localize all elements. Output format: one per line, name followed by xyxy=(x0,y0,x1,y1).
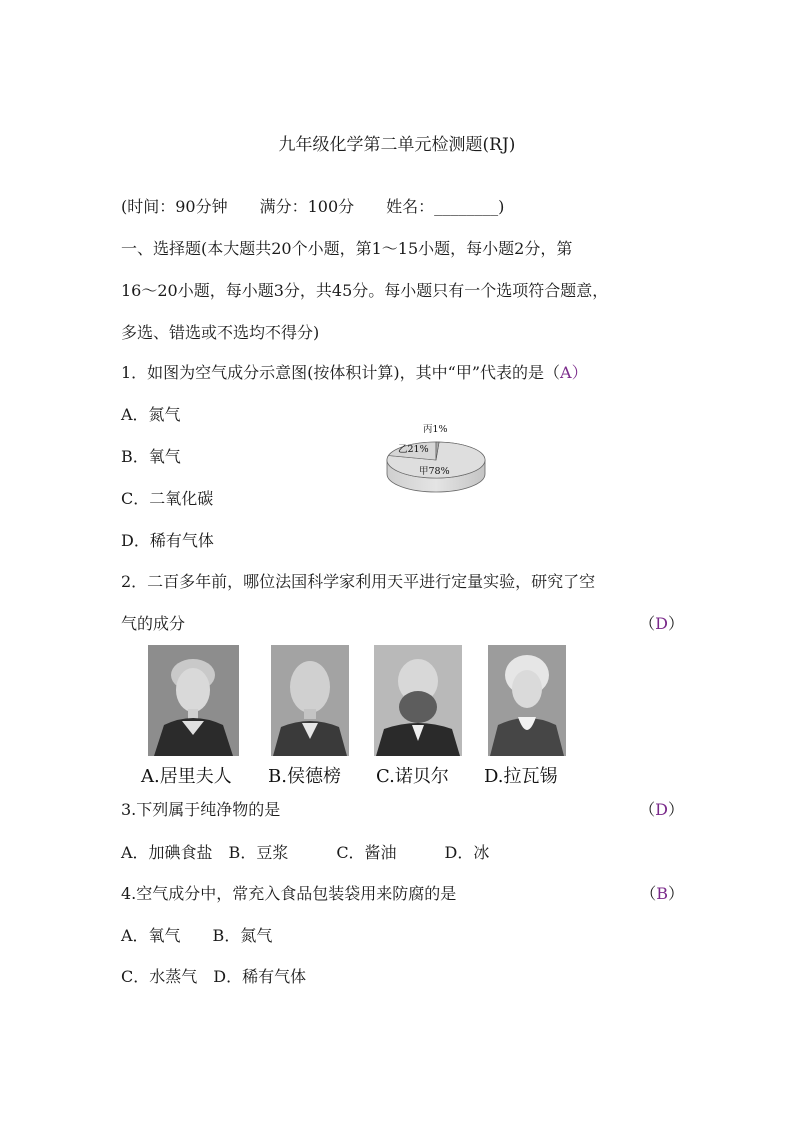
pie-label-jia: 甲78% xyxy=(419,466,450,477)
exam-meta: (时间：90分钟 满分：100分 姓名：________) xyxy=(121,197,505,216)
question-2-line-1: 2．二百多年前，哪位法国科学家利用天平进行定量实验，研究了空 xyxy=(121,572,596,591)
question-1-stem: 1．如图为空气成分示意图(按体积计算)，其中“甲”代表的是（ xyxy=(121,363,561,382)
pie-label-yi: 乙21% xyxy=(398,444,429,455)
question-1 xyxy=(121,360,588,383)
q2-option-a: A.居里夫人 xyxy=(141,766,232,787)
section-instructions-3: 多选、错选或不选均不得分) xyxy=(121,323,320,342)
pie-label-bing: 丙1% xyxy=(423,424,448,435)
portrait-curie-image xyxy=(148,645,239,756)
portrait-hou-debang-image xyxy=(271,645,349,756)
section-instructions-1: 一、选择题(本大题共20个小题，第1～15小题，每小题2分，第 xyxy=(121,239,573,258)
q4-options-1: A．氧气 B．氮气 xyxy=(121,926,273,945)
q1-option-b: B．氧气 xyxy=(121,447,181,466)
q2-option-b: B.侯德榜 xyxy=(268,766,341,787)
question-1-answer: A xyxy=(560,363,572,382)
q2-option-d: D.拉瓦锡 xyxy=(484,766,558,787)
q1-option-c: C．二氧化碳 xyxy=(121,489,214,508)
section-instructions-2: 16～20小题，每小题3分，共45分。每小题只有一个选项符合题意， xyxy=(121,281,609,300)
q2-option-c: C.诺贝尔 xyxy=(376,766,449,787)
portrait-nobel-image xyxy=(374,645,462,756)
question-3: 3.下列属于纯净物的是 xyxy=(121,800,281,819)
question-2-answer: （D） xyxy=(639,614,684,633)
q4-options-2: C．水蒸气 D．稀有气体 xyxy=(121,967,307,986)
air-composition-pie-chart xyxy=(385,416,487,496)
question-1-close: ） xyxy=(571,363,588,382)
question-2-line-2: 气的成分 xyxy=(121,614,186,633)
q1-option-d: D．稀有气体 xyxy=(121,531,214,550)
question-4: 4.空气成分中，常充入食品包装袋用来防腐的是 xyxy=(121,884,457,903)
question-3-answer: （D） xyxy=(639,800,684,819)
q1-option-a: A．氮气 xyxy=(121,405,181,424)
q3-options: A．加碘食盐 B．豆浆 C．酱油 D．冰 xyxy=(121,843,490,862)
question-4-answer: （B） xyxy=(640,884,684,903)
page-title: 九年级化学第二单元检测题(RJ) xyxy=(278,135,516,155)
portrait-lavoisier-image xyxy=(488,645,566,756)
